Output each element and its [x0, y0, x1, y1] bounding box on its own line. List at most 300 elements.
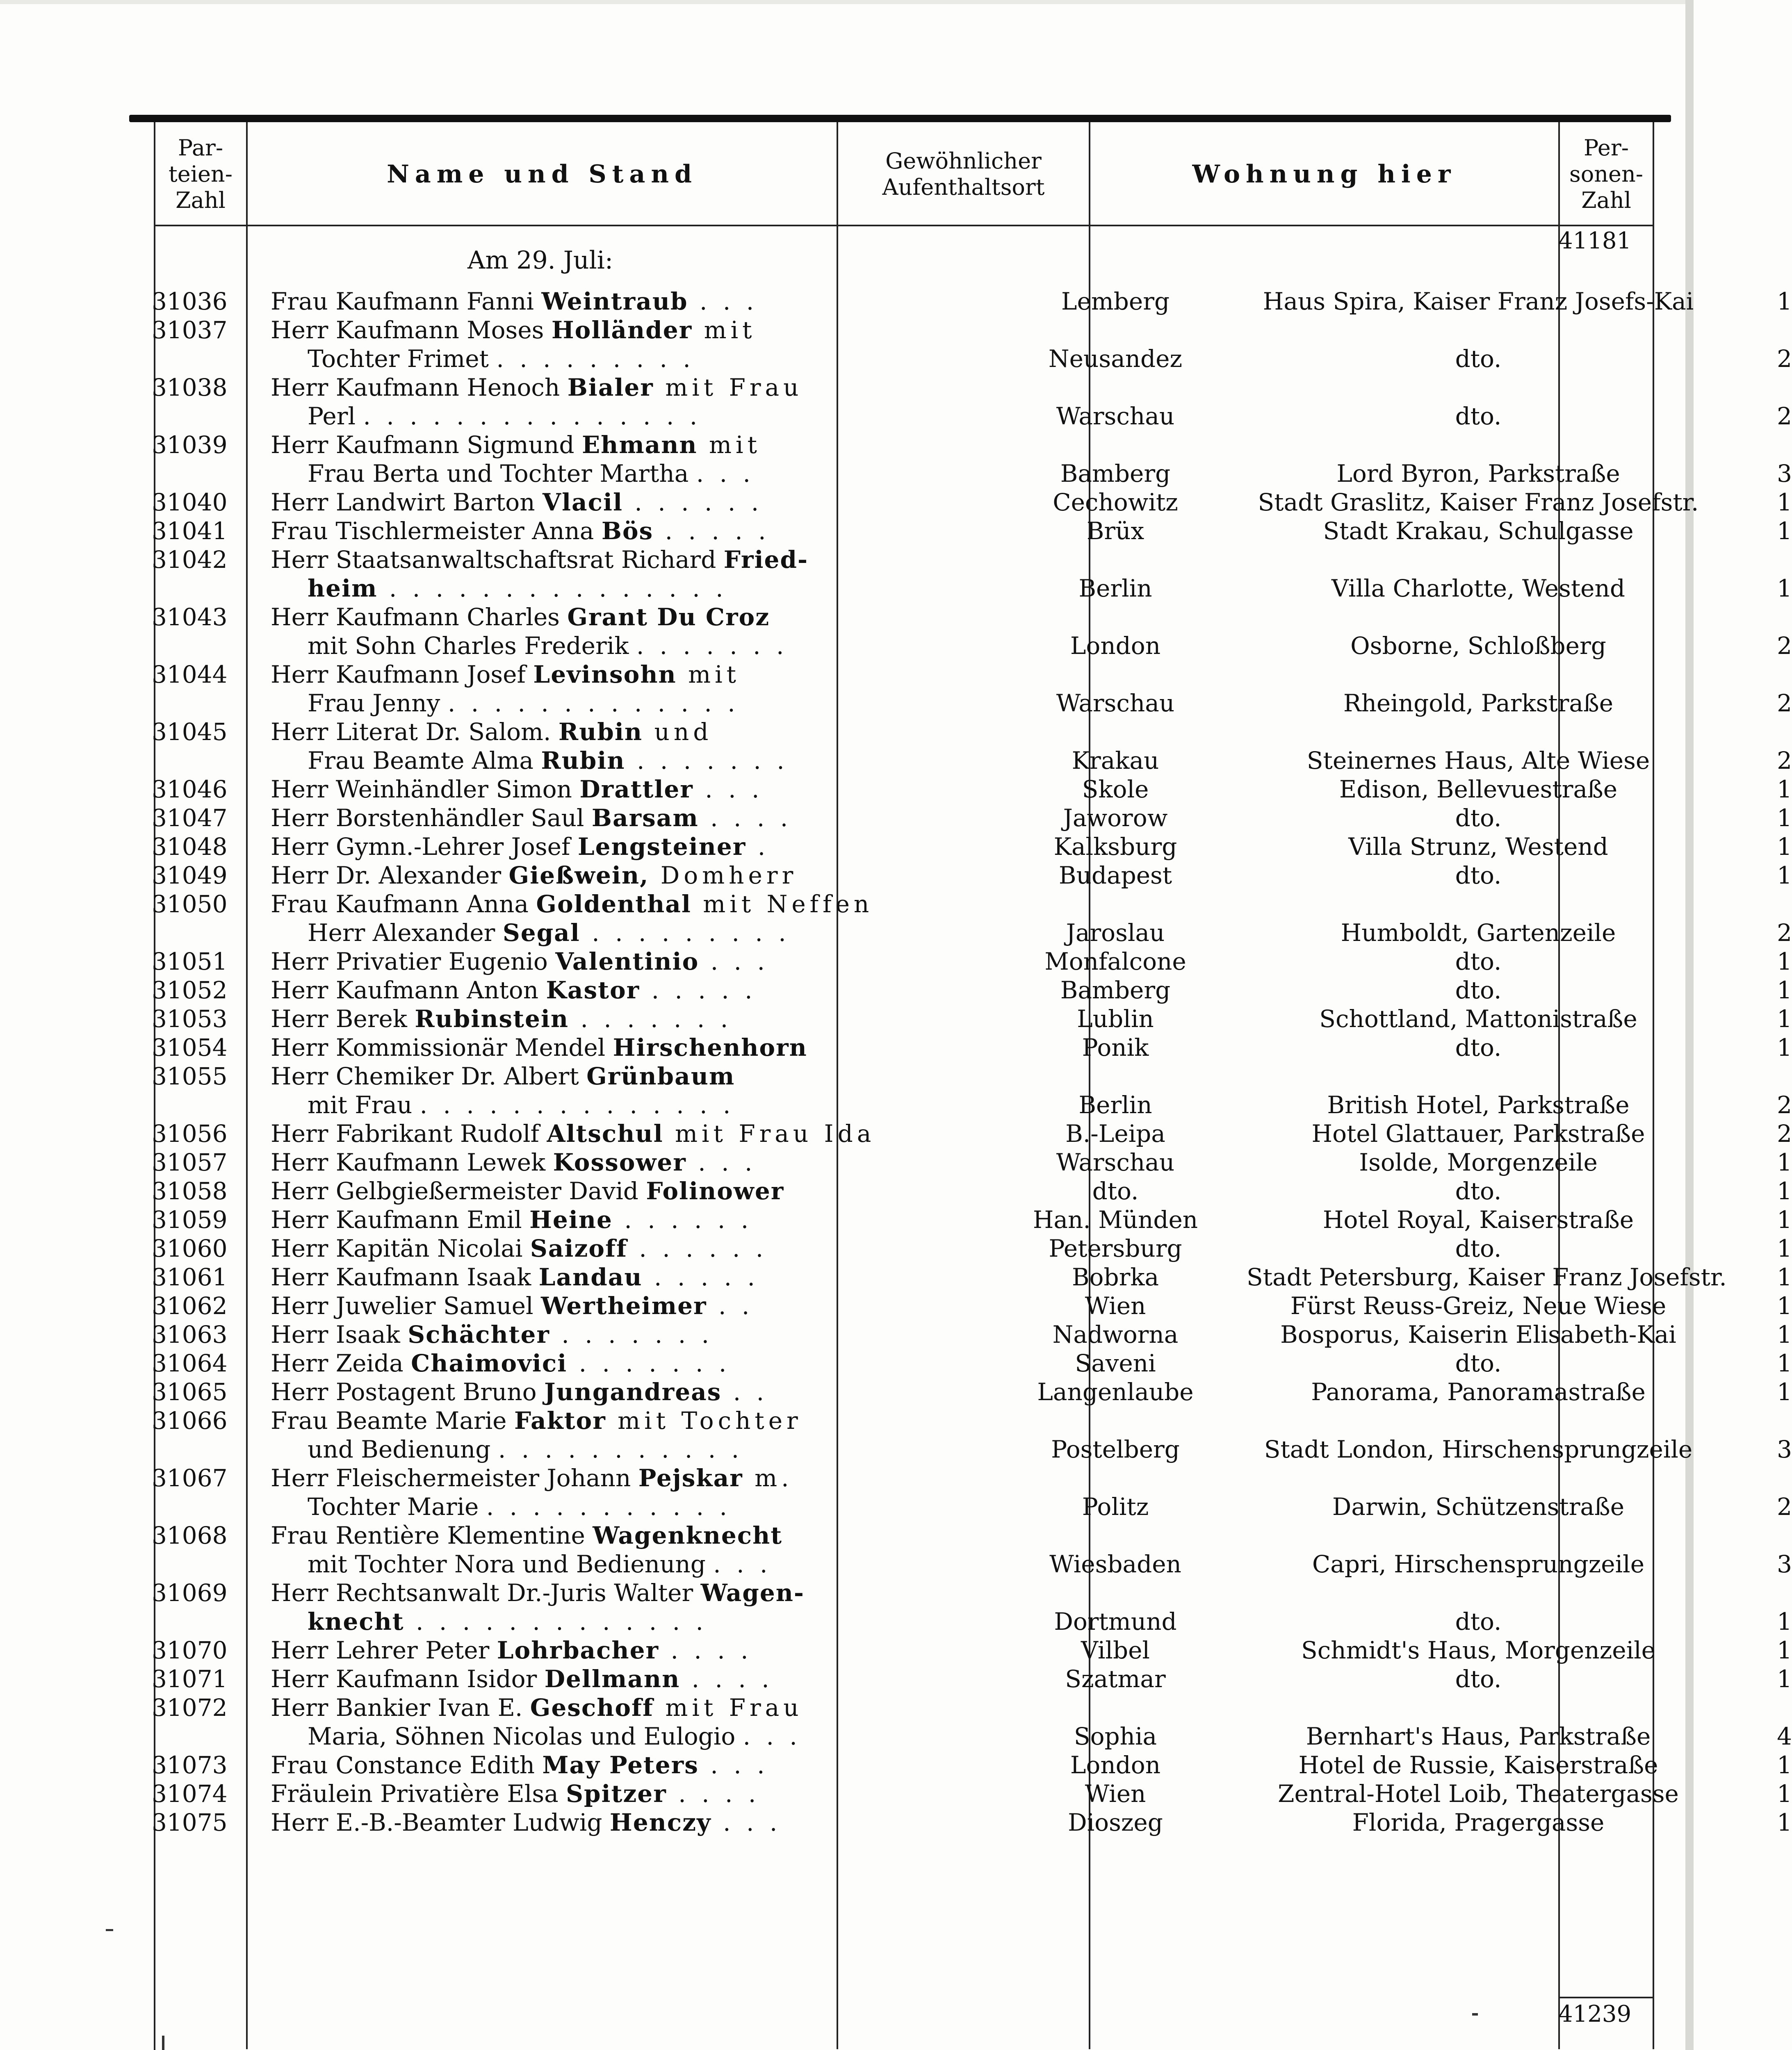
table-row	[152, 517, 1792, 545]
person-count: 2	[1777, 632, 1792, 660]
address-here: Steinernes Haus, Alte Wiese	[1306, 747, 1650, 774]
name-and-status	[271, 1349, 976, 1378]
surname: Holländer	[551, 316, 693, 344]
name-suffix: . . .	[713, 1550, 772, 1578]
surname: Grant Du Croz	[567, 603, 770, 631]
print-mark	[106, 1929, 113, 1931]
name-suffix: mit Tochter	[606, 1407, 802, 1435]
surname: Valentinio	[555, 948, 699, 975]
address-here: Zentral-Hotel Loib, Theatergasse	[1278, 1780, 1679, 1808]
surname: May Peters	[542, 1751, 699, 1779]
name-text: Perl	[308, 402, 363, 430]
name-suffix: mit Neffen	[691, 890, 873, 918]
surname: Lengsteiner	[577, 833, 746, 861]
name-and-status	[271, 1808, 976, 1837]
name-text: mit Sohn Charles Frederik	[308, 632, 636, 660]
surname: Landau	[538, 1263, 643, 1291]
usual-residence: Monfalcone	[1044, 948, 1186, 975]
person-count: 1	[1777, 775, 1792, 803]
name-suffix: . . . . . . .	[636, 632, 788, 660]
name-suffix: mit Frau Ida	[663, 1120, 875, 1148]
address-here: dto.	[1455, 1235, 1502, 1262]
name-text: Herr Berek	[271, 1005, 415, 1033]
name-suffix: . . .	[699, 948, 769, 975]
person-count: 1	[1777, 1321, 1792, 1348]
person-count: 1	[1777, 574, 1792, 602]
name-suffix: . . . . . . . . . . . . . . .	[377, 574, 727, 602]
surname: Vlacil	[542, 488, 623, 516]
name-text: Frau Constance Edith	[271, 1751, 543, 1779]
usual-residence: Warschau	[1056, 402, 1175, 430]
name-and-status	[271, 1464, 976, 1521]
party-number: 31043	[152, 603, 228, 631]
person-count: 1	[1777, 948, 1792, 975]
person-count: 2	[1777, 402, 1792, 430]
name-and-status	[271, 660, 976, 718]
usual-residence: Vilbel	[1081, 1636, 1150, 1664]
table-row	[152, 1263, 1792, 1292]
usual-residence: Szatmar	[1065, 1665, 1166, 1693]
name-suffix: . . . .	[698, 804, 792, 832]
name-text: Herr Kommissionär Mendel	[271, 1034, 613, 1061]
party-number: 31051	[152, 948, 228, 975]
name-suffix: . . . . . .	[622, 488, 763, 516]
name-and-status	[271, 603, 976, 660]
surname: Gießwein,	[508, 861, 649, 889]
party-number: 31063	[152, 1321, 228, 1348]
surname: Goldenthal	[536, 890, 691, 918]
usual-residence: Krakau	[1072, 747, 1159, 774]
name-text: Herr E.-B.-Beamter Ludwig	[271, 1809, 610, 1836]
name-and-status	[271, 1779, 976, 1808]
name-suffix: . . . . . . . . . . . . .	[404, 1608, 707, 1635]
address-here: Rheingold, Parkstraße	[1343, 689, 1614, 717]
name-suffix: mit Frau	[653, 374, 803, 401]
person-count: 1	[1777, 287, 1792, 315]
surname: Weintraub	[541, 287, 688, 315]
name-and-status	[271, 1751, 976, 1779]
party-number: 31049	[152, 861, 228, 889]
surname: Chaimovici	[411, 1349, 568, 1377]
usual-residence: Jaroslau	[1066, 919, 1165, 947]
name-suffix: . . .	[711, 1809, 782, 1836]
surname: Saizoff	[530, 1235, 627, 1262]
party-number: 31042	[152, 546, 228, 574]
person-count: 1	[1777, 1034, 1792, 1061]
address-here: Stadt Graslitz, Kaiser Franz Josefstr.	[1258, 488, 1699, 516]
party-number: 31047	[152, 804, 228, 832]
name-text: Herr Kaufmann Josef	[271, 661, 533, 688]
usual-residence: Warschau	[1056, 689, 1175, 717]
surname: Rubin	[541, 747, 625, 774]
name-text: Herr Gymn.-Lehrer Josef	[271, 833, 578, 861]
usual-residence: Bobrka	[1072, 1263, 1159, 1291]
address-here: dto.	[1455, 1034, 1502, 1061]
name-and-status	[271, 1148, 976, 1177]
party-number: 31041	[152, 517, 228, 545]
name-suffix: und	[643, 718, 713, 746]
name-suffix: . . . .	[680, 1665, 773, 1693]
usual-residence: Cechowitz	[1053, 488, 1178, 516]
surname: Bialer	[567, 374, 654, 401]
person-count: 2	[1777, 919, 1792, 947]
usual-residence: Politz	[1082, 1493, 1149, 1521]
person-count: 1	[1777, 1751, 1792, 1779]
name-text: Herr Staatsanwaltschaftsrat Richard	[271, 546, 724, 574]
party-number: 31040	[152, 488, 228, 516]
name-text: Herr Kaufmann Anton	[271, 976, 546, 1004]
name-suffix: . . . . . . . . . . .	[498, 1435, 743, 1463]
name-suffix: . . .	[688, 287, 758, 315]
person-count: 1	[1777, 1148, 1792, 1176]
name-text: Herr Kapitän Nicolai	[271, 1235, 530, 1262]
name-text: Herr Weinhändler Simon	[271, 775, 580, 803]
usual-residence: Jaworow	[1063, 804, 1168, 832]
usual-residence: Warschau	[1056, 1148, 1175, 1176]
table-row	[152, 1808, 1792, 1837]
name-text: Tochter Frimet	[308, 345, 497, 373]
name-text: Herr Kaufmann Charles	[271, 603, 568, 631]
address-here: Hotel Glattauer, Parkstraße	[1311, 1120, 1645, 1148]
surname: Heine	[529, 1206, 613, 1234]
usual-residence: Langenlaube	[1037, 1378, 1194, 1406]
name-and-status	[271, 804, 976, 832]
name-text: Herr Borstenhändler Saul	[271, 804, 592, 832]
name-text: Frau Kaufmann Anna	[271, 890, 536, 918]
surname: Schächter	[408, 1321, 550, 1348]
surname: Kastor	[546, 976, 640, 1004]
table-row	[152, 1349, 1792, 1378]
party-number: 31052	[152, 976, 228, 1004]
surname: Spitzer	[566, 1780, 667, 1808]
address-here: Hotel de Russie, Kaiserstraße	[1298, 1751, 1658, 1779]
name-text: Frau Beamte Alma	[308, 747, 541, 774]
name-text: Herr Zeida	[271, 1349, 411, 1377]
name-text: Herr Literat Dr. Salom.	[271, 718, 559, 746]
address-here: dto.	[1455, 976, 1502, 1004]
name-text: Frau Beamte Marie	[271, 1407, 514, 1435]
table-row	[152, 373, 1792, 430]
party-number: 31064	[152, 1349, 228, 1377]
name-suffix: . . . . . . . . .	[496, 345, 695, 373]
address-here: Schmidt's Haus, Morgenzeile	[1301, 1636, 1655, 1664]
table-row	[152, 1292, 1792, 1320]
person-count: 1	[1777, 861, 1792, 889]
name-suffix: . . .	[743, 1722, 801, 1750]
address-here: Florida, Pragergasse	[1352, 1809, 1605, 1836]
address-here: Capri, Hirschensprungzeile	[1312, 1550, 1645, 1578]
party-number: 31074	[152, 1780, 228, 1808]
usual-residence: Berlin	[1078, 1091, 1152, 1119]
table-row	[152, 1205, 1792, 1234]
name-suffix: . . .	[686, 1148, 757, 1176]
name-and-status	[271, 545, 976, 603]
usual-residence: Bamberg	[1060, 460, 1171, 487]
person-count: 2	[1777, 689, 1792, 717]
usual-residence: Sophia	[1074, 1722, 1157, 1750]
person-count: 1	[1777, 1608, 1792, 1635]
surname: Dellmann	[544, 1665, 680, 1693]
table-row	[152, 1177, 1792, 1205]
person-count: 3	[1777, 1435, 1792, 1463]
party-number: 31055	[152, 1062, 228, 1090]
name-text: Herr Juwelier Samuel	[271, 1292, 541, 1320]
name-suffix: . . . . .	[653, 517, 770, 545]
name-text: mit Frau	[308, 1091, 420, 1119]
table-row	[152, 861, 1792, 890]
name-and-status	[271, 1004, 976, 1033]
usual-residence: Han. Münden	[1033, 1206, 1198, 1234]
name-and-status	[271, 287, 976, 316]
table-row	[152, 316, 1792, 373]
surname: Barsam	[591, 804, 699, 832]
surname: Ehmann	[581, 431, 698, 459]
name-text: Tochter Marie	[308, 1493, 486, 1521]
total-top-line	[1558, 1997, 1653, 1998]
surname: Pejskar	[638, 1464, 743, 1492]
table-row	[152, 1406, 1792, 1464]
name-text: Herr Isaak	[271, 1321, 408, 1348]
surname: heim	[308, 574, 378, 602]
table-row	[152, 660, 1792, 718]
usual-residence: dto.	[1092, 1177, 1139, 1205]
name-suffix: . . . .	[659, 1636, 752, 1664]
name-suffix: . . . . . . .	[549, 1321, 714, 1348]
name-suffix: . . .	[698, 1751, 769, 1779]
person-count: 1	[1777, 1235, 1792, 1262]
party-number: 31061	[152, 1263, 228, 1291]
person-count: 1	[1777, 1349, 1792, 1377]
usual-residence: Brüx	[1086, 517, 1145, 545]
address-here: Panorama, Panoramastraße	[1311, 1378, 1646, 1406]
address-here: Isolde, Morgenzeile	[1359, 1148, 1598, 1176]
table-row	[152, 890, 1792, 947]
name-suffix: mit	[692, 316, 756, 344]
party-number: 31065	[152, 1378, 228, 1406]
name-suffix: . . . .	[666, 1780, 760, 1808]
name-and-status	[271, 775, 976, 804]
name-suffix: mit	[676, 661, 740, 688]
name-and-status	[271, 1320, 976, 1349]
name-and-status	[271, 1636, 976, 1665]
name-text: Fräulein Privatière Elsa	[271, 1780, 566, 1808]
address-here: Stadt Krakau, Schulgasse	[1323, 517, 1634, 545]
name-text: Herr Rechtsanwalt Dr.-Juris Walter	[271, 1579, 701, 1607]
party-number: 31056	[152, 1120, 228, 1148]
table-row	[152, 775, 1792, 804]
address-here: dto.	[1455, 1177, 1502, 1205]
name-text: Herr Alexander	[308, 919, 503, 947]
address-here: British Hotel, Parkstraße	[1327, 1091, 1630, 1119]
person-count: 2	[1777, 747, 1792, 774]
table-row	[152, 1378, 1792, 1406]
address-here: Haus Spira, Kaiser Franz Josefs-Kai	[1263, 287, 1694, 315]
name-and-status	[271, 861, 976, 890]
total-end: 41239	[1558, 2001, 1632, 2027]
address-here: Humboldt, Gartenzeile	[1341, 919, 1616, 947]
person-count: 1	[1777, 1809, 1792, 1836]
name-and-status	[271, 1062, 976, 1119]
name-and-status	[271, 890, 976, 947]
surname: Kossower	[553, 1148, 686, 1176]
name-and-status	[271, 517, 976, 545]
party-number: 31069	[152, 1579, 228, 1607]
table-row	[152, 1521, 1792, 1578]
table-row	[152, 718, 1792, 775]
person-count: 1	[1777, 1177, 1792, 1205]
address-here: dto.	[1455, 1349, 1502, 1377]
usual-residence: Kalksburg	[1053, 833, 1177, 861]
party-number: 31038	[152, 374, 228, 401]
usual-residence: B.-Leipa	[1065, 1120, 1165, 1148]
address-here: Hotel Royal, Kaiserstraße	[1322, 1206, 1634, 1234]
name-text: Herr Kaufmann Moses	[271, 316, 552, 344]
person-count: 2	[1777, 1120, 1792, 1148]
address-here: Villa Charlotte, Westend	[1331, 574, 1625, 602]
party-number: 31060	[152, 1235, 228, 1262]
table-row	[152, 1693, 1792, 1751]
name-text: Herr Chemiker Dr. Albert	[271, 1062, 587, 1090]
party-number: 31037	[152, 316, 228, 344]
address-here: dto.	[1455, 804, 1502, 832]
name-and-status	[271, 373, 976, 430]
address-here: Darwin, Schützenstraße	[1332, 1493, 1625, 1521]
usual-residence: Dortmund	[1054, 1608, 1177, 1635]
table-row	[152, 1004, 1792, 1033]
party-number: 31045	[152, 718, 228, 746]
party-number: 31073	[152, 1751, 228, 1779]
person-count: 1	[1777, 1292, 1792, 1320]
date-heading: Am 29. Juli:	[467, 246, 613, 275]
name-text: Maria, Söhnen Nicolas und Eulogio	[308, 1722, 743, 1750]
usual-residence: London	[1070, 1751, 1161, 1779]
name-text: Herr Kaufmann Henoch	[271, 374, 568, 401]
person-count: 3	[1777, 460, 1792, 487]
name-suffix: Domherr	[649, 861, 798, 889]
party-number: 31059	[152, 1206, 228, 1234]
name-text: Herr Kaufmann Emil	[271, 1206, 530, 1234]
name-suffix: . . . . . . . . . . . . .	[447, 689, 739, 717]
person-count: 4	[1777, 1722, 1792, 1750]
name-suffix: . . . . . . . . . . . . . .	[420, 1091, 735, 1119]
party-number: 31050	[152, 890, 228, 918]
table-row	[152, 1751, 1792, 1779]
name-suffix: . . . . .	[640, 976, 757, 1004]
name-suffix: . . . . . .	[612, 1206, 753, 1234]
table-row	[152, 947, 1792, 976]
surname: Rubin	[558, 718, 643, 746]
party-number: 31044	[152, 661, 228, 688]
surname: Wagen-	[700, 1579, 805, 1607]
party-number: 31062	[152, 1292, 228, 1320]
header-usual-residence: Gewöhnlicher Aufenthaltsort	[882, 148, 1045, 200]
usual-residence: Neusandez	[1048, 345, 1183, 373]
party-number: 31072	[152, 1694, 228, 1722]
address-here: Osborne, Schloßberg	[1350, 632, 1606, 660]
person-count: 1	[1777, 1263, 1792, 1291]
party-number: 31036	[152, 287, 228, 315]
surname: Jungandreas	[544, 1378, 722, 1406]
usual-residence: Postelberg	[1051, 1435, 1180, 1463]
party-number: 31070	[152, 1636, 228, 1664]
table-row	[152, 1119, 1792, 1148]
surname: Wagenknecht	[593, 1522, 783, 1549]
surname: Wertheimer	[540, 1292, 707, 1320]
party-number: 31068	[152, 1522, 228, 1549]
table-row	[152, 603, 1792, 660]
name-suffix: mit	[697, 431, 761, 459]
address-here: dto.	[1455, 948, 1502, 975]
name-suffix: . .	[721, 1378, 768, 1406]
party-number: 31048	[152, 833, 228, 861]
surname: Levinsohn	[533, 661, 677, 688]
name-and-status	[271, 1292, 976, 1320]
header-person-count: Per- sonen- Zahl	[1569, 135, 1643, 213]
name-suffix: m.	[743, 1464, 793, 1492]
usual-residence: Dioszeg	[1068, 1809, 1163, 1836]
name-and-status	[271, 488, 976, 517]
surname: Rubinstein	[415, 1005, 569, 1033]
name-suffix: . . . . . . . . .	[580, 919, 790, 947]
surname: Geschoff	[530, 1694, 654, 1722]
surname: Segal	[502, 919, 580, 947]
name-and-status	[271, 1378, 976, 1406]
address-here: Stadt Petersburg, Kaiser Franz Josefstr.	[1247, 1263, 1727, 1291]
surname: Henczy	[609, 1809, 711, 1836]
name-and-status	[271, 718, 976, 775]
party-number: 31046	[152, 775, 228, 803]
header-party-count: Par- teien- Zahl	[169, 135, 233, 213]
surname: Bös	[601, 517, 654, 545]
name-text: Herr Kaufmann Sigmund	[271, 431, 582, 459]
header-name-status: Name und Stand	[387, 160, 698, 189]
usual-residence: Saveni	[1075, 1349, 1156, 1377]
person-count: 1	[1777, 1206, 1792, 1234]
table-row	[152, 976, 1792, 1004]
party-number: 31039	[152, 431, 228, 459]
party-number: 31071	[152, 1665, 228, 1693]
usual-residence: Wien	[1085, 1780, 1146, 1808]
table-row	[152, 1148, 1792, 1177]
table-row	[152, 1578, 1792, 1636]
table-row	[152, 430, 1792, 488]
table-row	[152, 488, 1792, 517]
person-count: 1	[1777, 1665, 1792, 1693]
name-text: und Bedienung	[308, 1435, 498, 1463]
address-here: dto.	[1455, 1665, 1502, 1693]
name-text: Herr Kaufmann Lewek	[271, 1148, 553, 1176]
name-text: mit Tochter Nora und Bedienung	[308, 1550, 714, 1578]
surname: Drattler	[579, 775, 693, 803]
name-text: Frau Rentière Klementine	[271, 1522, 593, 1549]
table-row	[152, 1636, 1792, 1665]
table-row	[152, 1464, 1792, 1521]
name-text: Herr Lehrer Peter	[271, 1636, 497, 1664]
person-count: 1	[1777, 1378, 1792, 1406]
name-text: Herr Fabrikant Rudolf	[271, 1120, 547, 1148]
address-here: Bosporus, Kaiserin Elisabeth-Kai	[1280, 1321, 1676, 1348]
address-here: Fürst Reuss-Greiz, Neue Wiese	[1290, 1292, 1667, 1320]
name-suffix: mit Frau	[653, 1694, 803, 1722]
surname: Lohrbacher	[497, 1636, 659, 1664]
usual-residence: Ponik	[1082, 1034, 1149, 1061]
name-text: Frau Berta und Tochter Martha	[308, 460, 696, 487]
usual-residence: Bamberg	[1060, 976, 1171, 1004]
name-text: Herr Gelbgießermeister David	[271, 1177, 646, 1205]
table-row	[152, 804, 1792, 832]
table-row	[152, 1062, 1792, 1119]
header-bottom-line	[154, 225, 1653, 226]
